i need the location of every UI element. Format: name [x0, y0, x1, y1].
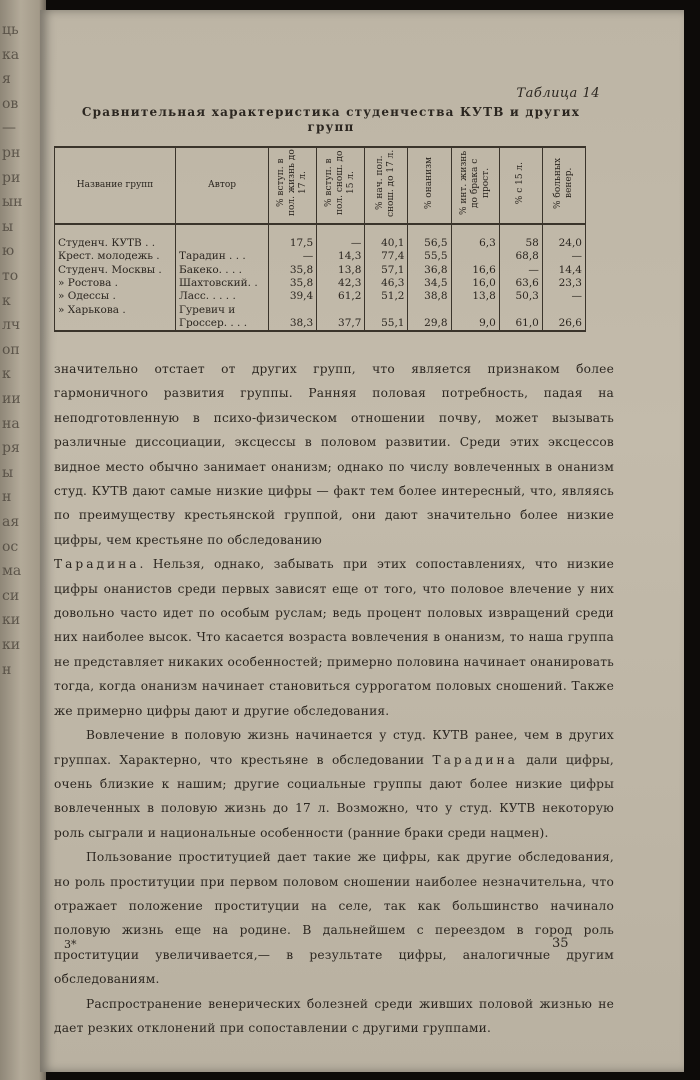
table-cell-value: 35,8: [269, 264, 317, 277]
table-cell-value: 17,5: [269, 237, 317, 250]
column-header: % онанизм: [408, 147, 451, 224]
table-cell-value: 14,3: [317, 250, 365, 263]
table-cell-value: 16,0: [451, 277, 499, 290]
column-header: % вступ. в пол. жизнь до 17 л.: [269, 147, 317, 224]
table-cell-author: Бакеко. . . .: [176, 264, 269, 277]
paragraph-text: . Нельзя, однако, забывать при этих сопоставлениях, что низкие цифры онанистов среди первых зависят еще от того, что половое влечение у них довольно часто идет по особым руслам; ведь процент половых извращений среди них наиболее высок. Что касается возраста вовлечения в онанизм, то наша группа не представляет никаких особенностей; примерно половина начинает онанировать тогда, когда онанизм начинает становиться суррогатом половых сношений. Также же примерно цифры дают и другие обследования.: [54, 557, 614, 718]
table-cell-value: 13,8: [317, 264, 365, 277]
table-cell-group: » Ростова .: [55, 277, 176, 290]
table-cell-value: —: [542, 290, 585, 303]
table-header-row: [55, 147, 586, 224]
table-cell-group: » Харькова .: [55, 303, 176, 316]
left-page-text-fragment: ць: [2, 22, 19, 38]
table-cell-value: [499, 303, 542, 316]
table-row: [55, 237, 586, 250]
paragraph-text: дали цифры, очень близкие к нашим; другие социальные группы дают более низкие цифры вовлеченных в половую жизнь до 17 л. Возможно, что у студ. КУТВ некоторую роль сыграли и национальные особенности (ранние браки среди нацмен).: [54, 752, 614, 840]
table-cell-value: 24,0: [542, 237, 585, 250]
left-page-text-fragment: я: [2, 71, 11, 88]
table-cell-value: 63,6: [499, 277, 542, 290]
left-page-text-fragment: н: [2, 661, 12, 678]
signature-mark: 3*: [64, 938, 77, 951]
left-page-text-fragment: ын: [2, 194, 23, 211]
table-cell-group: [55, 317, 176, 331]
spaced-name: Тарадина: [54, 557, 140, 572]
column-header-author: Автор: [176, 147, 269, 224]
paragraph: [54, 357, 614, 552]
table-cell-value: 38,3: [269, 317, 317, 331]
table-cell-value: 51,2: [365, 290, 408, 303]
left-page-text-fragment: ии: [2, 391, 21, 407]
left-page-text-fragment: ри: [2, 169, 21, 186]
table-cell-value: [365, 303, 408, 316]
left-page-text-fragment: то: [2, 268, 19, 284]
table-cell-value: —: [317, 237, 365, 250]
paragraph-text: значительно отстает от других групп, что является признаком более гармоничного развития группы. Ранняя половая потребность, падая на неподготовленную в психо-физическом отношении почву, может вызывать различные диссоциации, эксцессы в половом развитии. Среди этих эксцессов видное место обычно занимает онанизм; однако по числу вовлеченных в онанизм студ. КУТВ дают самые низкие цифры — факт тем более интересный, что, являясь по преимуществу крестьянской группой, они дают значительно более низкие цифры, чем крестьяне по обследованию: [54, 362, 614, 547]
table-cell-author: Шахтовский. .: [176, 277, 269, 290]
left-page-text-fragment: н: [2, 489, 12, 506]
table-row: [55, 277, 586, 290]
table-cell-author: [176, 237, 269, 250]
left-page-text-fragment: ов: [2, 95, 19, 112]
table-cell-value: 37,7: [317, 317, 365, 331]
table-row: [55, 250, 586, 263]
table-cell-value: 23,3: [542, 277, 585, 290]
table-cell-value: 61,0: [499, 317, 542, 331]
left-page-text-fragment: си: [2, 587, 20, 604]
paragraph: [54, 845, 614, 991]
table-cell-value: [408, 303, 451, 316]
left-page-text-fragment: лч: [2, 317, 21, 334]
paragraph: [54, 552, 614, 723]
table-cell-value: [451, 303, 499, 316]
column-header: % больных венер.: [542, 147, 585, 224]
spaced-name: Тарадина: [432, 752, 518, 767]
paragraph: [54, 723, 614, 845]
left-page-text-fragment: ю: [2, 243, 15, 260]
table-cell-value: 55,1: [365, 317, 408, 331]
table-cell-value: 26,6: [542, 317, 585, 331]
table-cell-value: 77,4: [365, 250, 408, 263]
table-cell-value: 35,8: [269, 277, 317, 290]
table-cell-value: 34,5: [408, 277, 451, 290]
column-header: % нач. пол. снош. до 17 л.: [365, 147, 408, 224]
left-page-text-fragment: оп: [2, 341, 20, 358]
table-title-line: групп: [307, 120, 355, 134]
left-page-text-fragment: ки: [2, 612, 21, 629]
left-page-text-fragment: ос: [2, 538, 19, 555]
comparison-table: [54, 146, 586, 332]
table-cell-author: Гроссер. . . .: [176, 317, 269, 331]
left-page-text-fragment: ы: [2, 218, 14, 235]
column-header: % инт. жизнь до брака с прост.: [451, 147, 499, 224]
table-cell-value: 39,4: [269, 290, 317, 303]
table-row: [55, 317, 586, 331]
table-cell-group: » Одессы .: [55, 290, 176, 303]
page-number: 35: [552, 936, 569, 951]
table-row: [55, 290, 586, 303]
paragraph-text: Распространение венерических болезней среди живших половой жизнью не дает резких отклонений при сопоставлении с другими группами.: [54, 996, 614, 1035]
table-cell-value: —: [269, 250, 317, 263]
table-cell-value: [451, 250, 499, 263]
table-row: [55, 264, 586, 277]
left-page-text-fragment: ая: [2, 514, 20, 530]
table-cell-value: 16,6: [451, 264, 499, 277]
paragraph-text: Вовлечение в половую жизнь начинается у студ. КУТВ ранее, чем в других группах. Характерно, что крестьяне в обследовании: [54, 728, 614, 767]
table-cell-author: Тарадин . . .: [176, 250, 269, 263]
table-cell-value: 29,8: [408, 317, 451, 331]
table-cell-value: [542, 303, 585, 316]
table-cell-value: 36,8: [408, 264, 451, 277]
left-page-text-fragment: ря: [2, 440, 20, 457]
table-cell-value: 38,8: [408, 290, 451, 303]
table-spacer-row: [55, 224, 586, 237]
left-page-text-fragment: на: [2, 415, 20, 432]
left-page-text-fragment: к: [2, 292, 11, 309]
book-page: [40, 10, 684, 1072]
table-cell-author: Гуревич и: [176, 303, 269, 316]
paragraph: [54, 992, 614, 1041]
left-page-text-fragment: ы: [2, 464, 14, 481]
left-page-text-fragment: ка: [2, 46, 20, 63]
table-label: Таблица 14: [516, 86, 600, 101]
table-cell-value: 9,0: [451, 317, 499, 331]
table-row: [55, 303, 586, 316]
column-header: % вступ. в пол. снош. до 15 л.: [317, 147, 365, 224]
table-cell-value: 14,4: [542, 264, 585, 277]
table-cell-group: Студенч. Москвы .: [55, 264, 176, 277]
table-cell-value: 6,3: [451, 237, 499, 250]
table-cell-value: 40,1: [365, 237, 408, 250]
table-cell-value: [317, 303, 365, 316]
table-cell-group: Студенч. КУТВ . .: [55, 237, 176, 250]
table-cell-value: —: [499, 264, 542, 277]
table-cell-value: 50,3: [499, 290, 542, 303]
table-cell-value: [269, 303, 317, 316]
column-header: % с 15 л.: [499, 147, 542, 224]
left-page-text-fragment: —: [2, 120, 16, 137]
table-title: [66, 105, 596, 135]
table-cell-value: 13,8: [451, 290, 499, 303]
table-cell-value: 61,2: [317, 290, 365, 303]
left-page-text-fragment: ки: [2, 637, 21, 653]
left-page-text-fragment: рн: [2, 145, 21, 161]
paragraph-text: Пользование проституцией дает такие же цифры, как другие обследования, но роль проституции при первом половом сношении наиболее незначительна, что отражает положение проституции на селе, так как большинство начинало половую жизнь еще на родине. В дальнейшем с переездом в город роль проституции увеличивается,— в результате цифры, аналогичные другим обследованиям.: [54, 850, 614, 987]
left-page-text-fragment: к: [2, 366, 11, 383]
table-cell-value: 42,3: [317, 277, 365, 290]
table-cell-author: Ласс. . . . .: [176, 290, 269, 303]
table-cell-value: 58: [499, 237, 542, 250]
table-cell-value: 56,5: [408, 237, 451, 250]
table-cell-value: —: [542, 250, 585, 263]
left-page-text-fragment: ма: [2, 563, 22, 580]
table-cell-value: 57,1: [365, 264, 408, 277]
column-header-group: Название групп: [55, 147, 176, 224]
table-cell-value: 46,3: [365, 277, 408, 290]
table-cell-value: 55,5: [408, 250, 451, 263]
body-text: [54, 357, 614, 1040]
table-title-line: Сравнительная характеристика студенчества КУТВ и других: [81, 105, 581, 119]
table-cell-value: 68,8: [499, 250, 542, 263]
table-cell-group: Крест. молодежь .: [55, 250, 176, 263]
